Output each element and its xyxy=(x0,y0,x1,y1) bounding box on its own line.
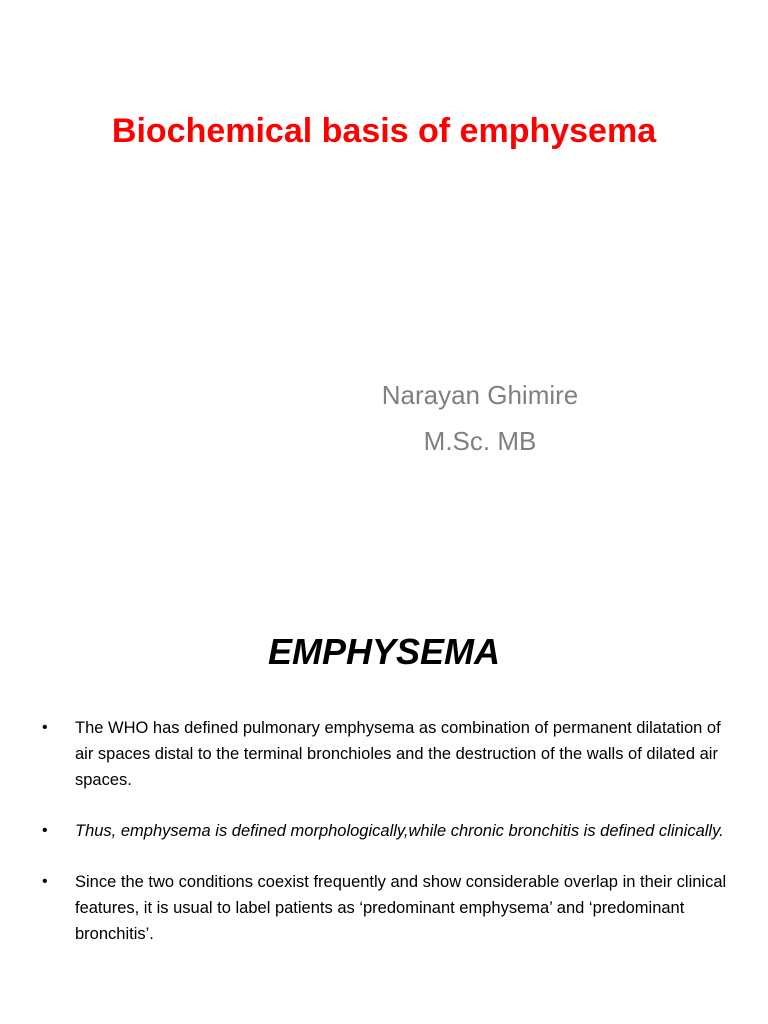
bullet-item xyxy=(42,715,732,793)
bullet-text: Thus, emphysema is defined morphologically,while chronic bronchitis is defined clinically. xyxy=(75,822,724,840)
bullet-text: The WHO has defined pulmonary emphysema as combination of permanent dilatation of air spaces distal to the terminal bronchioles and the destruction of the walls of dilated air spaces. xyxy=(75,719,721,789)
author-degree: M.Sc. MB xyxy=(423,426,537,456)
slide-title-heading: Biochemical basis of emphysema xyxy=(111,112,657,150)
slide-emphysema xyxy=(0,512,768,1024)
bullet-item xyxy=(42,818,732,844)
bullet-text: Since the two conditions coexist frequently and show considerable overlap in their clinical features, it is usual to label patients as ‘predominant emphysema’ and ‘predominant bronchitis’. xyxy=(75,873,727,943)
bullet-dot-icon: • xyxy=(42,822,48,839)
slide-heading: EMPHYSEMA xyxy=(267,631,501,672)
bullet-list xyxy=(42,715,732,972)
bullet-dot-icon: • xyxy=(42,873,48,890)
bullet-dot-icon: • xyxy=(42,719,48,736)
author-block xyxy=(330,372,630,464)
author-name: Narayan Ghimire xyxy=(381,380,579,410)
bullet-item xyxy=(42,869,732,947)
